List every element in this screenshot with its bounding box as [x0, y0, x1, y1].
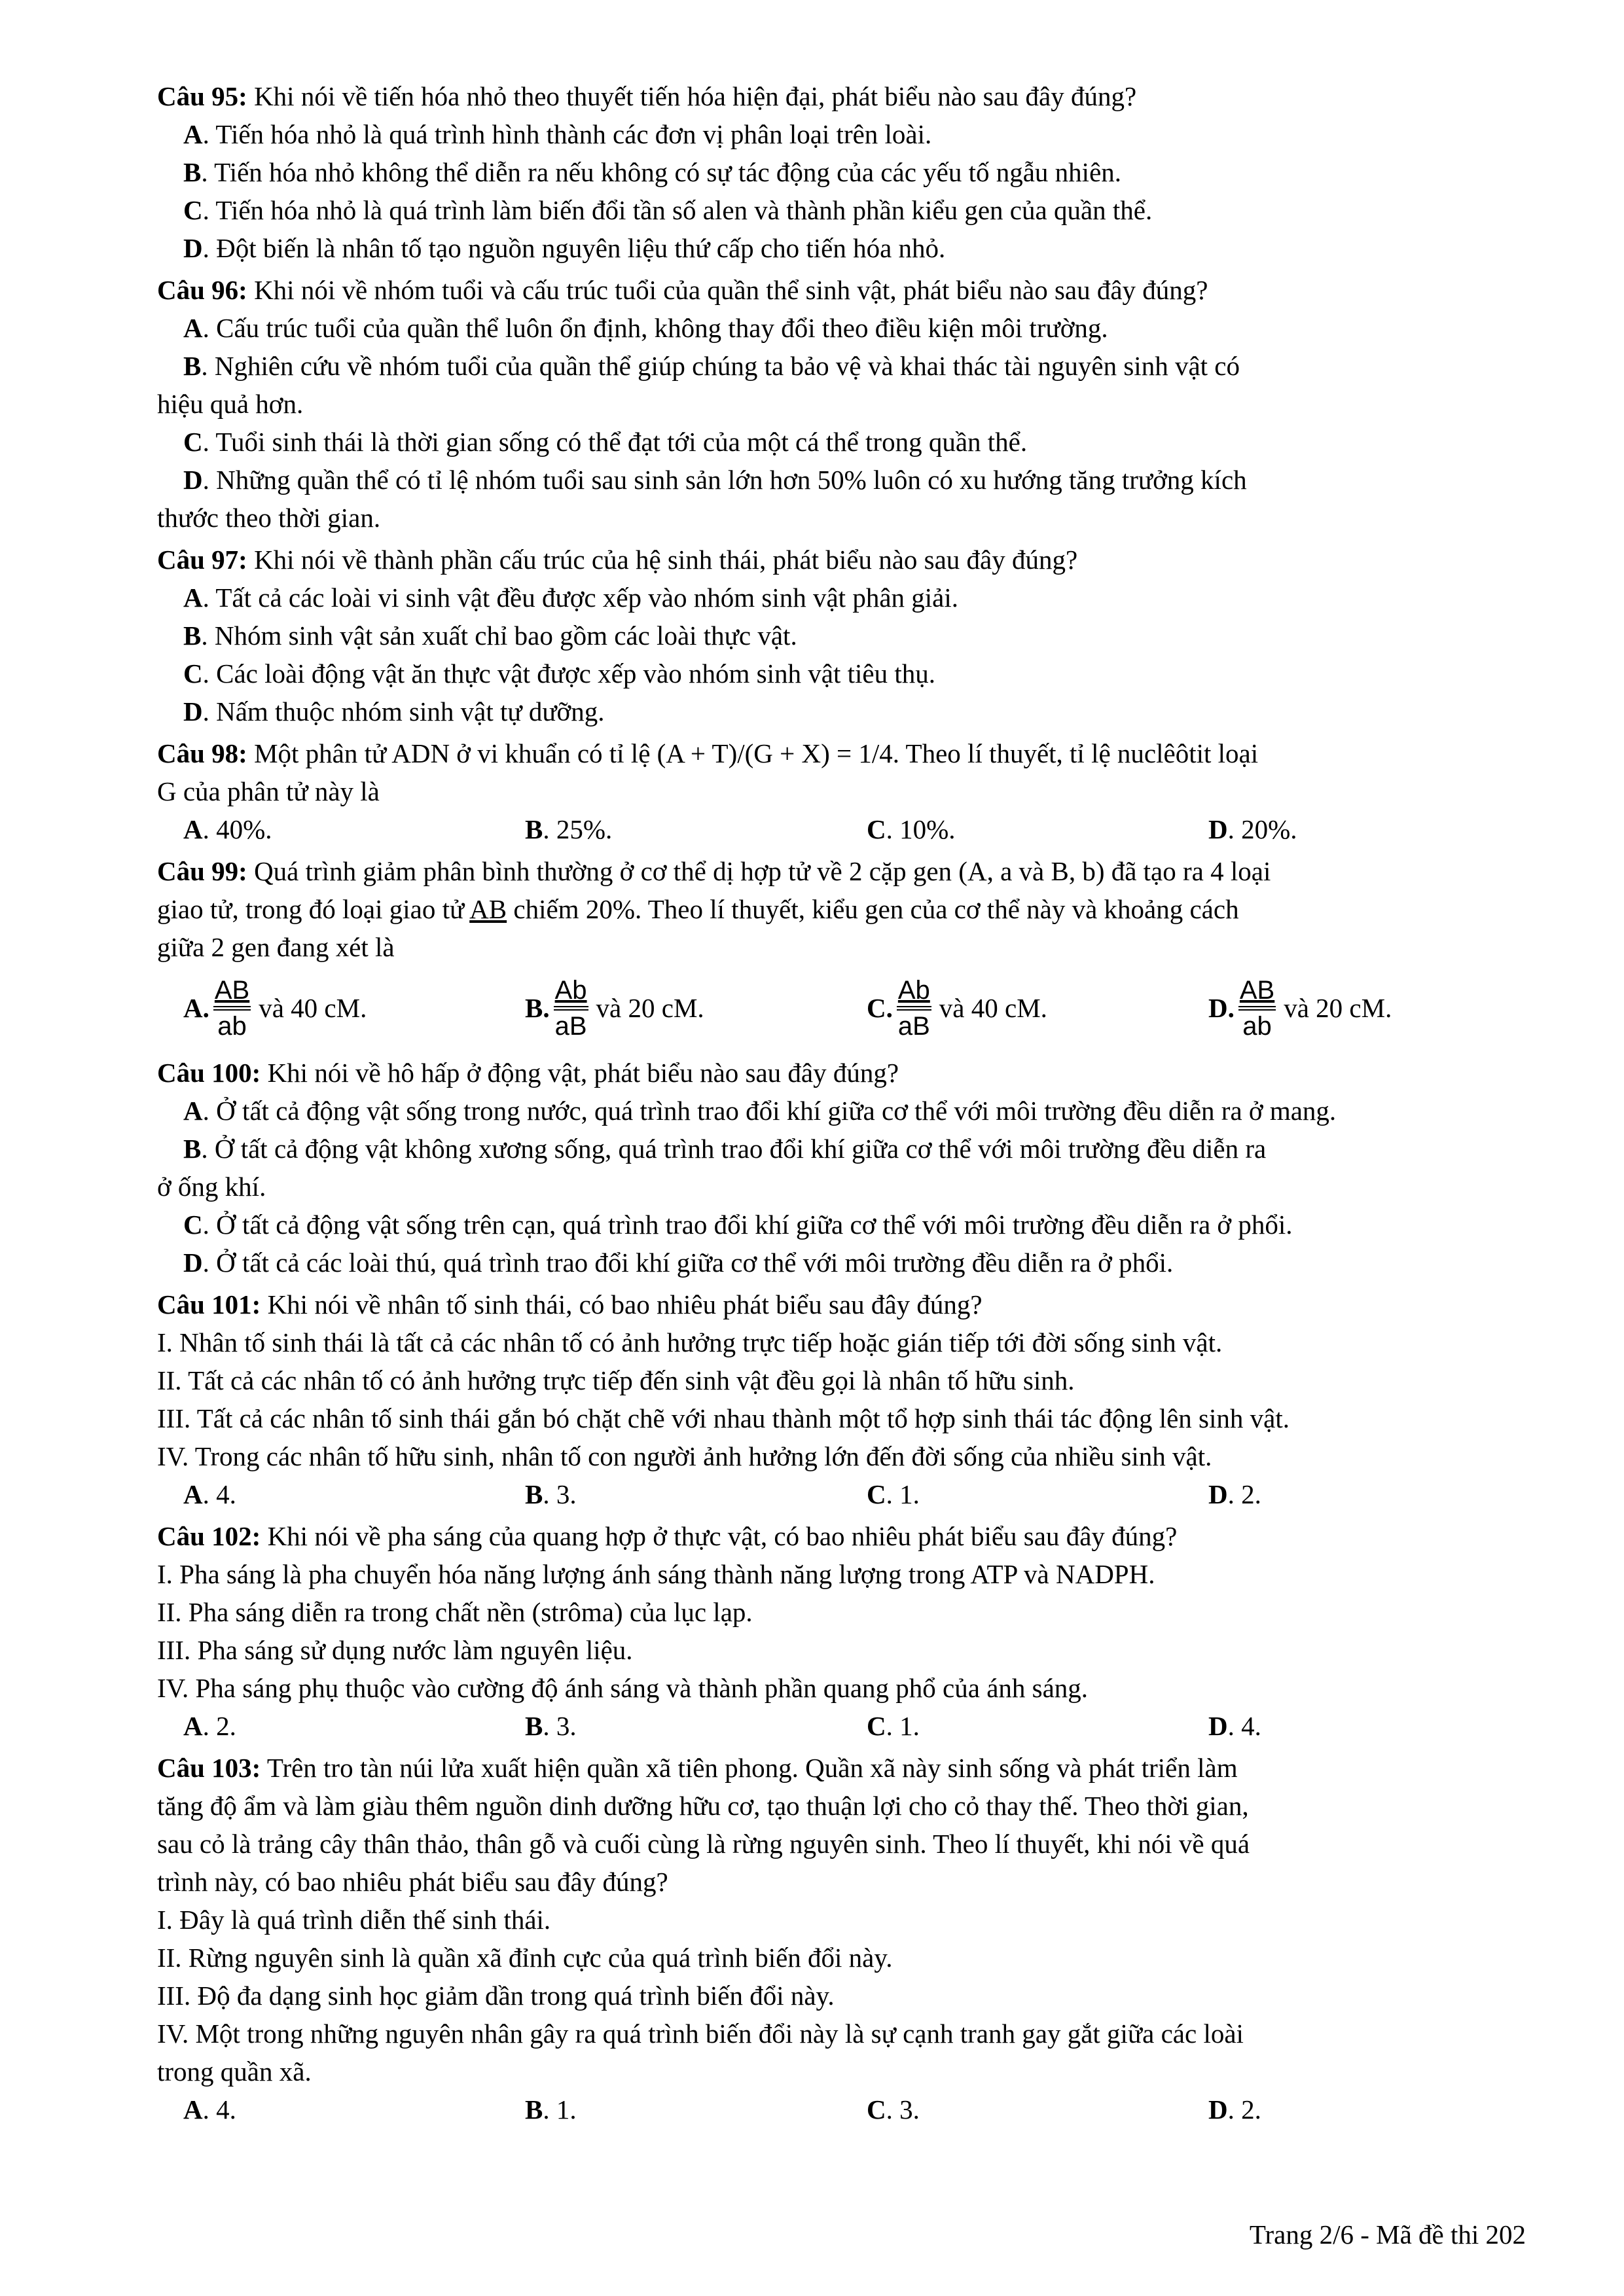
- page-footer: Trang 2/6 - Mã đề thi 202: [1249, 2219, 1526, 2250]
- statement-4: IV. Trong các nhân tố hữu sinh, nhân tố con người ảnh hưởng lớn đến đời sống của nhiều sinh vật.: [157, 1441, 1212, 1471]
- statement-4: IV. Pha sáng phụ thuộc vào cường độ ánh sáng và thành phần quang phổ của ánh sáng.: [157, 1673, 1089, 1703]
- option-b: B. 1.: [525, 2094, 577, 2125]
- statement-4-continuation: trong quần xã.: [157, 2056, 312, 2087]
- exam-page: [157, 77, 1525, 2132]
- statement-2: II. Rừng nguyên sinh là quần xã đỉnh cực của quá trình biến đổi này.: [157, 1943, 893, 1973]
- statement-1: I. Đây là quá trình diễn thế sinh thái.: [157, 1905, 551, 1935]
- option-b: B. Nghiên cứu về nhóm tuổi của quần thể giúp chúng ta bảo vệ và khai thác tài nguyên sinh vật có: [183, 351, 1240, 381]
- option-a: A. Cấu trúc tuổi của quần thể luôn ổn định, không thay đổi theo điều kiện môi trường.: [183, 313, 1108, 343]
- option-b: B. 3.: [525, 1479, 577, 1509]
- question-label: Câu 99:: [157, 856, 247, 886]
- statement-1: I. Pha sáng là pha chuyển hóa năng lượng ánh sáng thành năng lượng trong ATP và NADPH.: [157, 1559, 1155, 1589]
- question-label: Câu 103:: [157, 1753, 261, 1783]
- question-100: [157, 1054, 1525, 1282]
- option-c: C. 10%.: [867, 814, 956, 844]
- option-a: A. 4.: [183, 2094, 236, 2125]
- option-b: B . $\frac{Ab}{aB}$ và 20 cM.: [525, 975, 704, 1041]
- option-d: D. Ở tất cả các loài thú, quá trình trao đổi khí giữa cơ thể với môi trường đều diễn ra ở phổi.: [183, 1247, 1174, 1278]
- question-99: Câu 99: Quá trình giảm phân bình thường ở cơ thể dị hợp tử về 2 cặp gen (A, a và B, b) đã tạo ra 4 loại giao tử, trong đó loại giao tử AB chiếm 20%. Theo lí thuyết, kiểu gen của cơ thể này và khoảng cách giữa 2 gen đang xét là A . $\frac{AB}{ab}$ và 40 cM. B . $\frac{Ab}{aB}$ và 20 cM. C . $\frac{Ab}{aB}$ và 40 cM. D . $\frac{AB}{ab}$ và 20 cM.: [157, 852, 1525, 1050]
- statement-2: II. Tất cả các nhân tố có ảnh hưởng trực tiếp đến sinh vật đều gọi là nhân tố hữu sinh.: [157, 1365, 1075, 1395]
- question-text: Khi nói về pha sáng của quang hợp ở thực vật, có bao nhiêu phát biểu sau đây đúng?: [261, 1521, 1178, 1551]
- statement-3: III. Pha sáng sử dụng nước làm nguyên liệu.: [157, 1635, 633, 1665]
- question-text: Khi nói về hô hấp ở động vật, phát biểu nào sau đây đúng?: [261, 1058, 899, 1088]
- question-label: Câu 101:: [157, 1289, 261, 1319]
- question-101: [157, 1285, 1525, 1513]
- option-c: C. Tiến hóa nhỏ là quá trình làm biến đổi tần số alen và thành phần kiểu gen của quần thể.: [183, 195, 1153, 225]
- option-c: C. 1.: [867, 1479, 920, 1509]
- question-text: Một phân tử ADN ở vi khuẩn có tỉ lệ (A + T)/(G + X) = 1/4. Theo lí thuyết, tỉ lệ nuclêôtit loại: [247, 738, 1259, 768]
- option-b-continuation: hiệu quả hơn.: [157, 389, 304, 419]
- question-95: [157, 77, 1525, 267]
- option-d: D. 20%.: [1208, 814, 1297, 844]
- option-c: C. Các loài động vật ăn thực vật được xếp vào nhóm sinh vật tiêu thụ.: [183, 658, 935, 689]
- options-row: [157, 810, 1525, 848]
- option-a: A. 4.: [183, 1479, 236, 1509]
- statement-1: I. Nhân tố sinh thái là tất cả các nhân tố có ảnh hưởng trực tiếp hoặc gián tiếp tới đời sống sinh vật.: [157, 1327, 1223, 1357]
- option-d: D. 2.: [1208, 1479, 1261, 1509]
- question-text-line-2: G của phân tử này là: [157, 776, 380, 806]
- statement-3: III. Tất cả các nhân tố sinh thái gắn bó chặt chẽ với nhau thành một tổ hợp sinh thái tác động lên sinh vật.: [157, 1403, 1290, 1433]
- option-c: C. 1.: [867, 1711, 920, 1741]
- options-row: [157, 2090, 1525, 2128]
- question-label: Câu 96:: [157, 275, 247, 305]
- gamete-symbol: AB: [469, 894, 507, 924]
- option-b: B. Nhóm sinh vật sản xuất chỉ bao gồm các loài thực vật.: [183, 620, 797, 651]
- question-text: Khi nói về nhân tố sinh thái, có bao nhiêu phát biểu sau đây đúng?: [261, 1289, 983, 1319]
- options-row: [157, 1707, 1525, 1745]
- option-c: C. Tuổi sinh thái là thời gian sống có thể đạt tới của một cá thể trong quần thể.: [183, 427, 1028, 457]
- question-98: [157, 734, 1525, 848]
- statement-3: III. Độ đa dạng sinh học giảm dần trong quá trình biến đổi này.: [157, 1981, 835, 2011]
- option-b: B. 3.: [525, 1711, 577, 1741]
- option-c: C. 3.: [867, 2094, 920, 2125]
- question-text: Trên tro tàn núi lửa xuất hiện quần xã tiên phong. Quần xã này sinh sống và phát triển làm: [261, 1753, 1238, 1783]
- option-b: B. Tiến hóa nhỏ không thể diễn ra nếu không có sự tác động của các yếu tố ngẫu nhiên.: [183, 157, 1122, 187]
- option-a: A. Tiến hóa nhỏ là quá trình hình thành các đơn vị phân loại trên loài.: [183, 119, 932, 149]
- option-d: D. Đột biến là nhân tố tạo nguồn nguyên liệu thứ cấp cho tiến hóa nhỏ.: [183, 233, 946, 263]
- option-d: D. Nấm thuộc nhóm sinh vật tự dưỡng.: [183, 696, 605, 726]
- question-label: Câu 98:: [157, 738, 247, 768]
- option-c: C . $\frac{Ab}{aB}$ và 40 cM.: [867, 975, 1047, 1041]
- option-d-continuation: thước theo thời gian.: [157, 503, 381, 533]
- question-103: Câu 103: Trên tro tàn núi lửa xuất hiện quần xã tiên phong. Quần xã này sinh sống và phát triển làm tăng độ ẩm và làm giàu thêm nguồn dinh dưỡng hữu cơ, tạo thuận lợi cho cỏ thay thế. Theo thời gian, sau cỏ là trảng cây thân thảo, thân gỗ và cuối cùng là rừng nguyên sinh. Theo lí thuyết, khi nói về quá trình này, có bao nhiêu phát biểu sau đây đúng? I. Đây là quá trình diễn thế sinh thái. II. Rừng nguyên sinh là quần xã đỉnh cực của quá trình biến đổi này. III. Độ đa dạng sinh học giảm dần trong quá trình biến đổi này. IV. Một trong những nguyên nhân gây ra quá trình biến đổi này là sự cạnh tranh gay gắt giữa các loài trong quần xã. A. 4. B. 1. C. 3. D. 2.: [157, 1749, 1525, 2128]
- question-102: [157, 1517, 1525, 1745]
- option-a: A. 40%.: [183, 814, 272, 844]
- option-b: B. Ở tất cả động vật không xương sống, quá trình trao đổi khí giữa cơ thể với môi trường đều diễn ra: [183, 1134, 1267, 1164]
- statement-4: IV. Một trong những nguyên nhân gây ra quá trình biến đổi này là sự cạnh tranh gay gắt giữa các loài: [157, 2018, 1244, 2049]
- question-label: Câu 100:: [157, 1058, 261, 1088]
- question-text: Quá trình giảm phân bình thường ở cơ thể dị hợp tử về 2 cặp gen (A, a và B, b) đã tạo ra 4 loại: [247, 856, 1271, 886]
- option-a: A. Ở tất cả động vật sống trong nước, quá trình trao đổi khí giữa cơ thể với môi trường đều diễn ra ở mang.: [183, 1096, 1337, 1126]
- options-row: [157, 1475, 1525, 1513]
- question-label: Câu 97:: [157, 545, 247, 575]
- statement-2: II. Pha sáng diễn ra trong chất nền (strôma) của lục lạp.: [157, 1597, 753, 1627]
- question-96: [157, 271, 1525, 537]
- option-d: D. 4.: [1208, 1711, 1261, 1741]
- question-97: [157, 541, 1525, 730]
- question-text: Khi nói về thành phần cấu trúc của hệ sinh thái, phát biểu nào sau đây đúng?: [247, 545, 1078, 575]
- option-d: D. 2.: [1208, 2094, 1261, 2125]
- genotype-fraction: $\frac{AB}{ab}$: [214, 975, 250, 1041]
- option-d: D . $\frac{AB}{ab}$ và 20 cM.: [1208, 975, 1392, 1041]
- option-a: A . $\frac{AB}{ab}$ và 40 cM.: [183, 975, 367, 1041]
- genotype-fraction: $\frac{Ab}{aB}$: [554, 975, 587, 1041]
- genotype-fraction: $\frac{Ab}{aB}$: [897, 975, 930, 1041]
- question-text: Khi nói về tiến hóa nhỏ theo thuyết tiến hóa hiện đại, phát biểu nào sau đây đúng?: [247, 81, 1137, 111]
- option-b: B. 25%.: [525, 814, 613, 844]
- genotype-fraction: $\frac{AB}{ab}$: [1239, 975, 1275, 1041]
- option-a: A. 2.: [183, 1711, 236, 1741]
- option-d: D. Những quần thể có tỉ lệ nhóm tuổi sau sinh sản lớn hơn 50% luôn có xu hướng tăng trưởng kích: [183, 465, 1247, 495]
- question-label: Câu 102:: [157, 1521, 261, 1551]
- option-b-continuation: ở ống khí.: [157, 1172, 266, 1202]
- question-text: Khi nói về nhóm tuổi và cấu trúc tuổi của quần thể sinh vật, phát biểu nào sau đây đúng?: [247, 275, 1208, 305]
- option-c: C. Ở tất cả động vật sống trên cạn, quá trình trao đổi khí giữa cơ thể với môi trường đều diễn ra ở phổi.: [183, 1210, 1293, 1240]
- options-row: [157, 966, 1525, 1050]
- question-label: Câu 95:: [157, 81, 247, 111]
- option-a: A. Tất cả các loài vi sinh vật đều được xếp vào nhóm sinh vật phân giải.: [183, 583, 958, 613]
